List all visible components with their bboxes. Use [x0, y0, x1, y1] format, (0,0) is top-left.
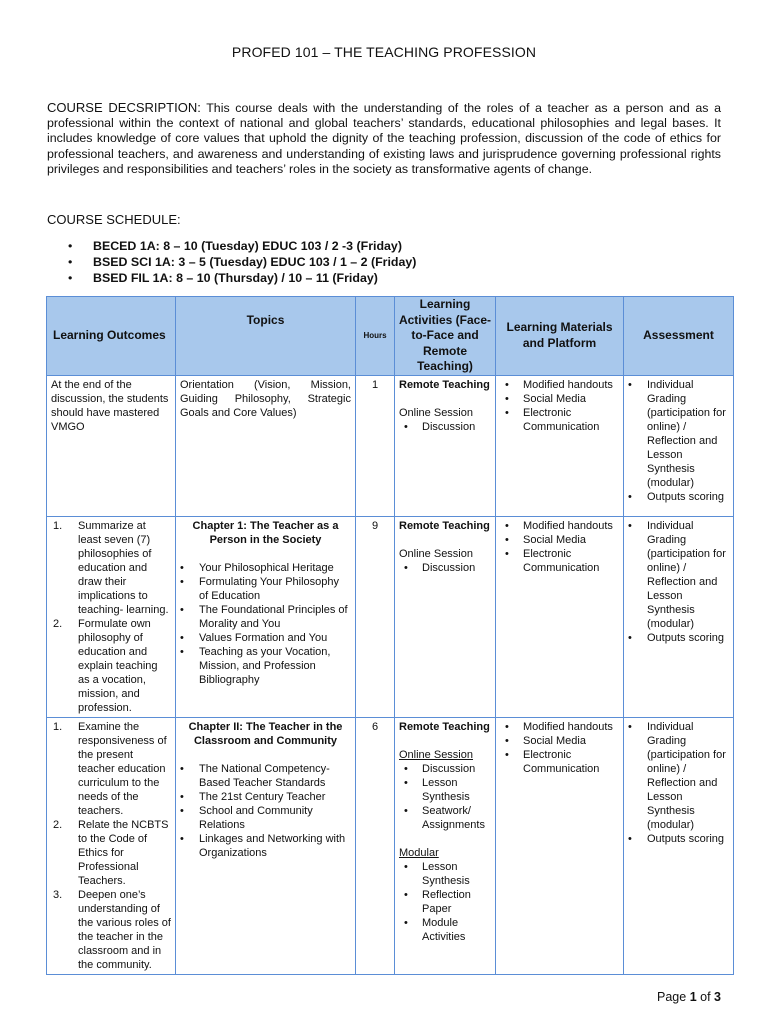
material-item: • Electronic Communication	[500, 547, 619, 575]
schedule-item: • BECED 1A: 8 – 10 (Tuesday) EDUC 103 / 2 -3 (Friday)	[68, 238, 416, 254]
material-item: • Social Media	[500, 734, 619, 748]
topic-cell	[176, 717, 356, 974]
topic-item: • The National Competency-Based Teacher Standards	[180, 762, 351, 790]
course-description	[47, 100, 721, 177]
learning-outcome-cell: At the end of the discussion, the students should have mastered VMGO	[47, 375, 176, 516]
assessment-item: • Individual Grading (participation for online) / Reflection and Lesson Synthesis (modular)	[628, 519, 729, 631]
learning-activities-cell	[395, 375, 496, 516]
material-item: • Social Media	[500, 533, 619, 547]
topic-item: • Formulating Your Philosophy of Education	[180, 575, 351, 603]
activity-item: • Module Activities	[399, 916, 491, 944]
material-item: • Modified handouts	[500, 378, 619, 392]
activity-subheading: Modular	[399, 846, 439, 859]
topic-item: • Linkages and Networking with Organizations	[180, 832, 351, 860]
activity-title: Remote Teaching	[399, 519, 490, 532]
assessment-item: • Individual Grading (participation for online) / Reflection and Lesson Synthesis (modular)	[628, 720, 729, 832]
learning-outcome-cell	[47, 516, 176, 717]
activity-title: Remote Teaching	[399, 720, 490, 733]
activity-subheading: Online Session	[399, 748, 473, 761]
chapter-title: Chapter II: The Teacher in the Classroom and Community	[188, 720, 343, 747]
assessment-item: • Outputs scoring	[628, 490, 729, 504]
learning-materials-cell	[496, 375, 624, 516]
header-learning-outcomes: Learning Outcomes	[47, 297, 176, 376]
activity-item: • Reflection Paper	[399, 888, 491, 916]
assessment-item: • Outputs scoring	[628, 631, 729, 645]
topic-item: • The Foundational Principles of Morality and You	[180, 603, 351, 631]
learning-outcome-cell	[47, 717, 176, 974]
hours-cell: 9	[356, 516, 395, 717]
outcome-item: 2. Relate the NCBTS to the Code of Ethics for Professional Teachers.	[53, 818, 169, 887]
header-topics: Topics	[176, 297, 356, 376]
header-learning-activities: Learning Activities (Face-to-Face and Remote Teaching)	[395, 297, 496, 376]
page-number: Page 1 of 3	[657, 990, 721, 1004]
assessment-item: • Outputs scoring	[628, 832, 729, 846]
table-row	[47, 375, 734, 516]
outcome-item: 1. Examine the responsiveness of the present teacher education curriculum to the needs of the teachers.	[53, 720, 167, 817]
header-assessment: Assessment	[624, 297, 734, 376]
activity-item: • Lesson Synthesis	[399, 776, 491, 804]
assessment-cell	[624, 516, 734, 717]
activity-item: • Discussion	[399, 762, 491, 776]
material-item: • Modified handouts	[500, 720, 619, 734]
assessment-item: • Individual Grading (participation for online) / Reflection and Lesson Synthesis (modular)	[628, 378, 729, 490]
learning-materials-cell	[496, 717, 624, 974]
activity-title: Remote Teaching	[399, 378, 490, 391]
page-title: PROFED 101 – THE TEACHING PROFESSION	[231, 44, 537, 60]
learning-materials-cell	[496, 516, 624, 717]
table-row	[47, 717, 734, 974]
material-item: • Electronic Communication	[500, 748, 619, 776]
learning-activities-cell	[395, 717, 496, 974]
activity-item: • Seatwork/ Assignments	[399, 804, 491, 832]
topic-item: • Your Philosophical Heritage	[180, 561, 351, 575]
topic-item: • Teaching as your Vocation, Mission, and Profession Bibliography	[180, 645, 351, 687]
topic-item: • The 21st Century Teacher	[180, 790, 351, 804]
topic-cell	[176, 516, 356, 717]
activity-item: • Lesson Synthesis	[399, 860, 491, 888]
learning-activities-cell	[395, 516, 496, 717]
topic-cell: Orientation (Vision, Mission, Guiding Philosophy, Strategic Goals and Core Values)	[176, 375, 356, 516]
activity-item: • Discussion	[399, 561, 491, 575]
course-schedule-list	[68, 238, 416, 286]
activity-item: • Discussion	[399, 420, 491, 434]
assessment-cell	[624, 717, 734, 974]
course-schedule-heading: COURSE SCHEDULE:	[47, 212, 181, 227]
outcome-item: 2. Formulate own philosophy of education and explain teaching as a vocation, mission, and profession.	[53, 617, 158, 714]
course-table	[46, 296, 734, 975]
schedule-item: • BSED SCI 1A: 3 – 5 (Tuesday) EDUC 103 / 1 – 2 (Friday)	[68, 254, 416, 270]
table-row	[47, 516, 734, 717]
topic-item: • School and Community Relations	[180, 804, 351, 832]
material-item: • Modified handouts	[500, 519, 619, 533]
hours-cell: 1	[356, 375, 395, 516]
material-item: • Electronic Communication	[500, 406, 619, 434]
chapter-title: Chapter 1: The Teacher as a Person in the Society	[192, 519, 339, 546]
material-item: • Social Media	[500, 392, 619, 406]
topic-item: • Values Formation and You	[180, 631, 351, 645]
assessment-cell	[624, 375, 734, 516]
header-hours: Hours	[356, 297, 395, 376]
course-description-text: This course deals with the understanding of the roles of a teacher as a person and as a professional within the context of national and global teachers’ standards, educational philosophies and legal bases. It includes knowledge of core values that uphold the dignity of the teaching profession, discussion of the code of ethics for professional teachers, and awareness and understanding of existing laws and jurisprudence governing professional rights privileges and responsibilities and teachers’ roles in the society as transformative agents of change.	[47, 101, 721, 176]
outcome-item: 3. Deepen one’s understanding of the various roles of the teacher in the classroom and in the community.	[53, 888, 171, 971]
activity-subheading: Online Session	[399, 547, 473, 560]
header-learning-materials: Learning Materials and Platform	[496, 297, 624, 376]
table-header-row	[47, 297, 734, 376]
activity-subheading: Online Session	[399, 406, 473, 419]
outcome-item: 1. Summarize at least seven (7) philosophies of education and draw their implications to teaching- learning.	[53, 519, 169, 616]
schedule-item: • BSED FIL 1A: 8 – 10 (Thursday) / 10 – 11 (Friday)	[68, 270, 416, 286]
course-description-label: COURSE DECSRIPTION:	[47, 100, 201, 115]
hours-cell: 6	[356, 717, 395, 974]
